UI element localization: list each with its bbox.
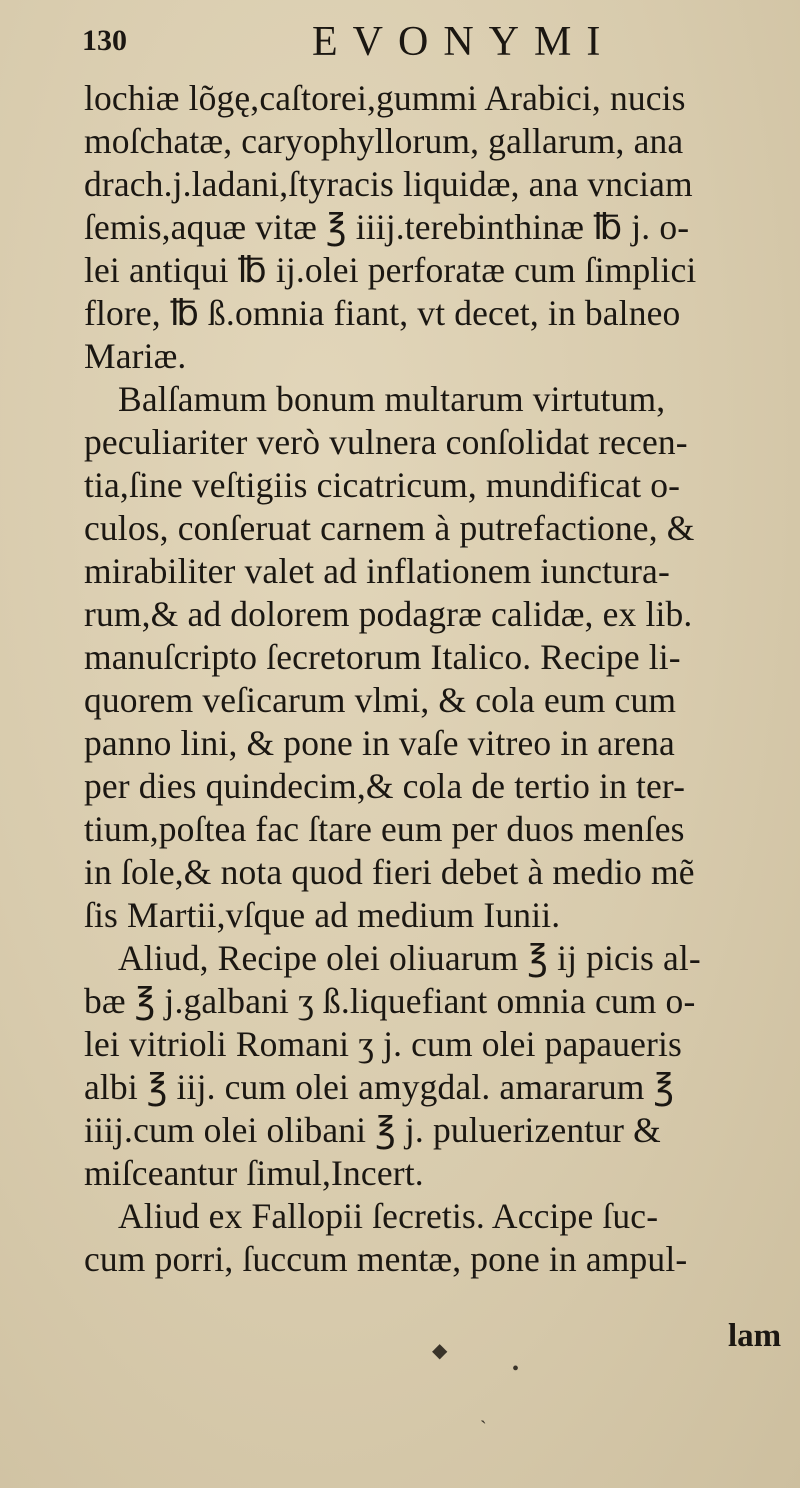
text-line: ſemis,aquæ vitæ ℥ iiij.terebinthinæ ℔ j. o- — [84, 207, 690, 247]
text-line: tia,ſine veſtigiis cicatricum, mundificat o- — [84, 465, 681, 505]
text-line: moſchatæ, caryophyllorum, gallarum, ana — [84, 121, 684, 161]
text-line: lei vitrioli Romani ʒ j. cum olei papaueris — [84, 1024, 682, 1064]
ink-speck: ˏ — [480, 1402, 487, 1424]
text-line: ſis Martii,vſque ad medium Iunii. — [84, 895, 561, 935]
text-line: albi ℥ iij. cum olei amygdal. amararum ℥ — [84, 1067, 675, 1107]
text-line: mirabiliter valet ad inflationem iunctura- — [84, 551, 670, 591]
text-line: drach.j.ladani,ſtyracis liquidæ, ana vnciam — [84, 164, 693, 204]
text-line: rum,& ad dolorem podagræ calidæ, ex lib. — [84, 594, 693, 634]
ink-speck: ◆ — [432, 1340, 448, 1362]
text-line: quorem veſicarum vlmi, & cola eum cum — [84, 680, 677, 720]
running-title: EVONYMI — [312, 19, 616, 65]
text-line: cum porri, ſuccum mentæ, pone in ampul- — [84, 1239, 688, 1279]
text-line: peculiariter verò vulnera conſolidat recen- — [84, 422, 688, 462]
ink-speck: • — [512, 1358, 520, 1380]
text-line: lei antiqui ℔ ij.olei perforatæ cum ſimplici — [84, 250, 697, 290]
paragraph-start-line: Balſamum bonum multarum virtutum, — [118, 379, 666, 419]
page-number: 130 — [82, 24, 127, 57]
text-line: iiij.cum olei olibani ℥ j. puluerizentur & — [84, 1110, 661, 1150]
catchword: lam — [728, 1318, 782, 1354]
text-line: in ſole,& nota quod fieri debet à medio mẽ — [84, 852, 695, 892]
text-line: tium,poſtea fac ſtare eum per duos menſes — [84, 809, 685, 849]
text-line: flore, ℔ ß.omnia fiant, vt decet, in balneo — [84, 293, 681, 333]
text-line: culos, conſeruat carnem à putrefactione, & — [84, 508, 695, 548]
text-line: Mariæ. — [84, 336, 187, 376]
text-line: miſceantur ſimul,Incert. — [84, 1153, 424, 1193]
paragraph-start-line: Aliud, Recipe olei oliuarum ℥ ij picis al- — [118, 938, 701, 978]
paragraph-start-line: Aliud ex Fallopii ſecretis. Accipe ſuc- — [118, 1196, 659, 1236]
text-line: panno lini, & pone in vaſe vitreo in arena — [84, 723, 675, 763]
text-line: lochiæ lõgę,caſtorei,gummi Arabici, nucis — [84, 78, 686, 118]
page-header — [82, 18, 772, 64]
text-line: per dies quindecim,& cola de tertio in ter- — [84, 766, 686, 806]
text-line: bæ ℥ j.galbani ʒ ß.liquefiant omnia cum o- — [84, 981, 696, 1021]
text-line: manuſcripto ſecretorum Italico. Recipe li- — [84, 637, 681, 677]
